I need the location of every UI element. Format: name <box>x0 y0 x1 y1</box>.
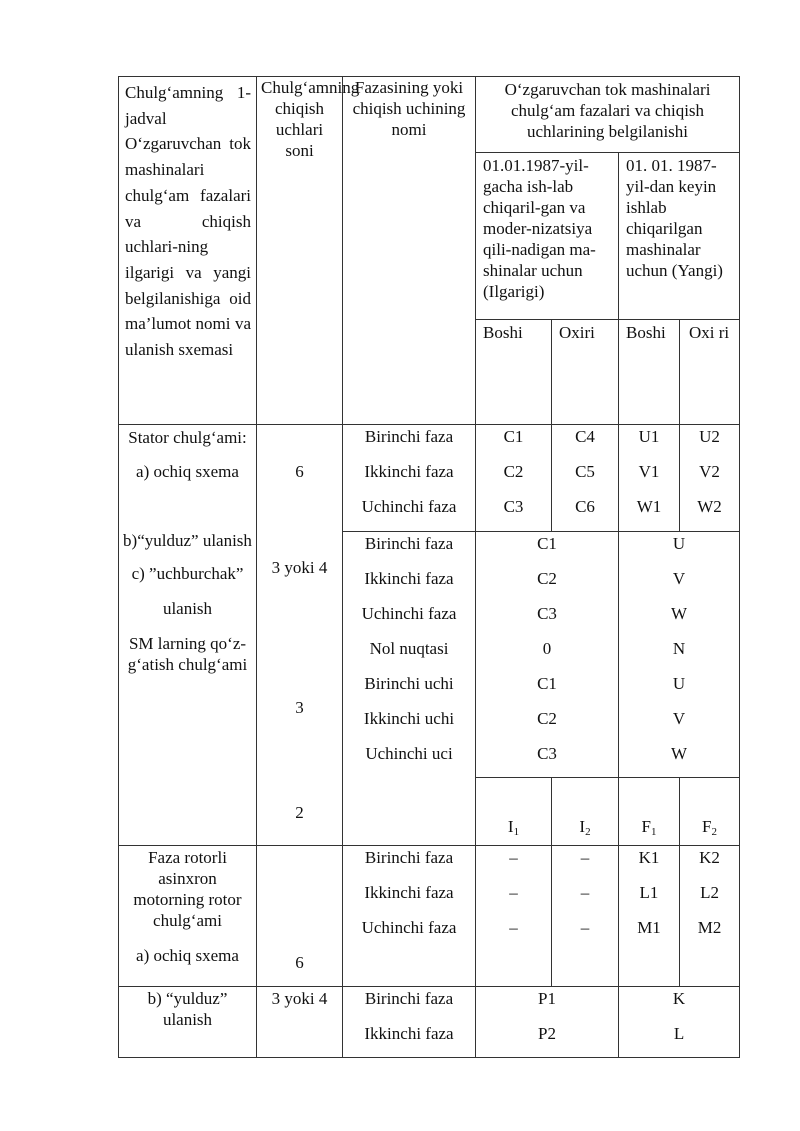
cell-value: 0 <box>542 639 552 658</box>
cell-value: P1 <box>538 989 556 1008</box>
header-new-title: 01. 01. 1987-yil-dan keyin ishlab chiqarilgan mashinalar uchun (Yangi) <box>619 153 740 320</box>
cell-value: C2 <box>537 569 557 588</box>
sm-old-start-letter: I <box>507 817 514 836</box>
sm-new-start-sub: 1 <box>650 826 657 838</box>
cell-value: C3 <box>537 604 557 623</box>
rotor-old-end <box>552 846 619 987</box>
phase-label: Uchinchi faza <box>361 918 457 937</box>
cell-value: – <box>509 883 518 902</box>
header-new-end: Oxi ri <box>680 320 740 425</box>
phase-label: Birinchi faza <box>364 848 454 867</box>
cell-value: U1 <box>638 427 660 446</box>
rotor-open-phases <box>343 846 476 987</box>
phase-label: Uchinchi uci <box>365 744 453 763</box>
cell-value: U2 <box>699 427 720 446</box>
stator-sm-label: SM larning qo‘z-g‘atish chulg‘ami <box>127 634 248 674</box>
cell-value: – <box>580 848 590 867</box>
stator-open-phases <box>343 425 476 532</box>
stator-open-new-start <box>619 425 680 532</box>
cell-value: U <box>672 534 686 553</box>
phase-label: Ikkinchi uchi <box>363 709 455 728</box>
header-row <box>119 77 740 153</box>
phase-label: Uchinchi faza <box>361 497 457 516</box>
stator-delta-label-2: ulanish <box>162 599 213 618</box>
header-col3: Fazasining yoki chiqish uchining nomi <box>343 77 476 425</box>
cell-value: C5 <box>575 462 595 481</box>
cell-value: – <box>580 918 590 937</box>
stator-open-new-end <box>680 425 740 532</box>
cell-value: C2 <box>537 709 557 728</box>
cell-value: – <box>580 883 590 902</box>
rotor-new-end <box>680 846 740 987</box>
cell-value: C1 <box>537 534 557 553</box>
phase-label: Ikkinchi faza <box>364 462 454 481</box>
stator-count-star: 3 yoki 4 <box>271 558 328 577</box>
stator-open-old-start <box>476 425 552 532</box>
winding-designation-table <box>118 76 740 1058</box>
stator-count-open: 6 <box>295 462 304 481</box>
stator-open-row <box>119 425 740 532</box>
stator-label-cell <box>119 425 257 846</box>
phase-label: Ikkinchi faza <box>364 569 454 588</box>
cell-value: C6 <box>575 497 595 516</box>
sm-new-start-letter: F <box>641 817 651 836</box>
cell-value: W <box>671 744 688 763</box>
sm-new-end-letter: F <box>702 817 712 836</box>
cell-value: P2 <box>538 1024 556 1043</box>
cell-value: V <box>672 709 686 728</box>
phase-label: Ikkinchi faza <box>364 1024 454 1043</box>
phase-label: Nol nuqtasi <box>369 639 449 658</box>
phase-label: Birinchi uchi <box>364 674 454 693</box>
sm-old-start-sub: 1 <box>513 826 520 838</box>
stator-delta-label: c) ”uchburchak” <box>131 564 244 583</box>
stator-count-delta: 3 <box>295 698 304 717</box>
sm-old-end <box>552 778 619 846</box>
stator-count-sm: 2 <box>295 803 304 822</box>
rotor-old-start <box>476 846 552 987</box>
stator-star-new <box>619 532 740 778</box>
stator-open-label: a) ochiq sxema <box>136 462 239 481</box>
rotor-star-label: b) “yulduz” ulanish <box>119 987 257 1058</box>
rotor-open-label: a) ochiq sxema <box>136 946 239 965</box>
cell-value: C2 <box>503 462 524 481</box>
rotor-star-row <box>119 987 740 1058</box>
rotor-count-star: 3 yoki 4 <box>257 987 343 1058</box>
phase-label: Birinchi faza <box>364 989 454 1008</box>
rotor-new-start <box>619 846 680 987</box>
rotor-star-phases <box>343 987 476 1058</box>
cell-value: C4 <box>575 427 595 446</box>
cell-value: – <box>509 918 518 937</box>
cell-value: V1 <box>638 462 660 481</box>
cell-value: L2 <box>700 883 719 902</box>
sm-new-end <box>680 778 740 846</box>
cell-value: – <box>509 848 518 867</box>
cell-value: L <box>673 1024 685 1043</box>
cell-value: M2 <box>697 918 722 937</box>
sm-old-end-sub: 2 <box>585 826 591 838</box>
cell-value: K <box>672 989 686 1008</box>
rotor-count-open: 6 <box>257 846 343 987</box>
cell-value: M1 <box>637 918 661 937</box>
cell-value: W2 <box>697 497 722 516</box>
sm-new-end-sub: 2 <box>711 826 717 838</box>
phase-label: Birinchi faza <box>364 534 454 553</box>
cell-value: C1 <box>503 427 524 446</box>
cell-value: U <box>672 674 686 693</box>
header-old-title: 01.01.1987-yil-gacha ish-lab chiqaril-gan va moder-nizatsiya qili-nadigan ma-shinalar uchun (Ilgarigi) <box>476 153 619 320</box>
cell-value: K1 <box>638 848 660 867</box>
cell-value: C3 <box>537 744 557 763</box>
header-new-start: Boshi <box>619 320 680 425</box>
cell-value: W1 <box>636 497 662 516</box>
stator-star-old <box>476 532 619 778</box>
sm-new-start <box>619 778 680 846</box>
rotor-label-cell <box>119 846 257 987</box>
stator-star-label: b)“yulduz” ulanish <box>123 531 252 550</box>
rotor-star-new <box>619 987 740 1058</box>
sm-old-start <box>476 778 552 846</box>
cell-value: W <box>671 604 688 623</box>
stator-open-old-end <box>552 425 619 532</box>
header-col2: Chulg‘amning chiqish uchlari soni <box>257 77 343 425</box>
cell-value: N <box>672 639 686 658</box>
rotor-open-row <box>119 846 740 987</box>
cell-value: C3 <box>503 497 524 516</box>
sm-old-end-letter: I <box>579 817 586 836</box>
cell-value: V2 <box>699 462 720 481</box>
stator-star-phases <box>343 532 476 846</box>
phase-label: Uchinchi faza <box>361 604 457 623</box>
header-old-start: Boshi <box>476 320 552 425</box>
header-col1: Chulg‘amning 1-jadval O‘zgaruvchan tok mashinalari chulg‘am fazalari va chiqish uchlari-ning ilgarigi va yangi belgilanishiga oid ma’lumot nomi va ulanish sxemasi <box>119 77 257 425</box>
rotor-star-old <box>476 987 619 1058</box>
cell-value: C1 <box>537 674 557 693</box>
cell-value: L1 <box>639 883 659 902</box>
phase-label: Birinchi faza <box>364 427 454 446</box>
rotor-title: Faza rotorli asinxron motorning rotor chulg‘ami <box>133 848 242 930</box>
stator-title: Stator chulg‘ami: <box>128 428 247 447</box>
cell-value: V <box>672 569 686 588</box>
header-col4: O‘zgaruvchan tok mashinalari chulg‘am fazalari va chiqish uchlarining belgilanishi <box>476 77 740 153</box>
header-old-end: Oxiri <box>552 320 619 425</box>
stator-count-cell <box>257 425 343 846</box>
cell-value: K2 <box>699 848 720 867</box>
phase-label: Ikkinchi faza <box>364 883 454 902</box>
